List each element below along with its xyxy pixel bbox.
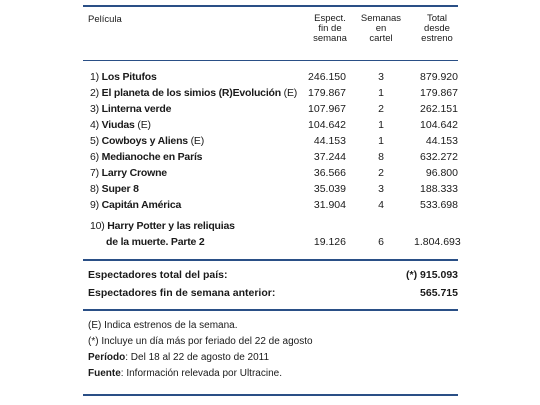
row-espect: 36.566 <box>313 167 346 179</box>
row-total: 262.151 <box>420 103 458 115</box>
row-title: Medianoche en París <box>101 151 203 163</box>
row-espect: 104.642 <box>308 119 346 131</box>
table-row <box>90 197 181 213</box>
row-semanas: 1 <box>378 135 384 147</box>
table-row <box>90 181 139 197</box>
row-total: 188.333 <box>420 183 458 195</box>
row-espect: 179.867 <box>308 87 346 99</box>
table-row <box>90 101 171 117</box>
table-row <box>90 69 157 85</box>
note-periodo <box>88 351 269 365</box>
row-number: 1) <box>90 71 99 83</box>
header-espect-line: semana <box>313 33 347 44</box>
row-title: Los Pitufos <box>101 71 157 83</box>
note-fuente <box>88 367 282 381</box>
totals-top-rule <box>83 259 458 261</box>
row-semanas: 3 <box>378 71 384 83</box>
header-semanas-line: Semanas <box>360 13 402 24</box>
row-title: Harry Potter y las reliquias <box>107 220 235 232</box>
header-total-line: Total <box>426 13 448 24</box>
note-fuente-text: : Información relevada por Ultracine. <box>120 368 282 379</box>
table-row-10-title1 <box>90 218 235 234</box>
row-number: 8) <box>90 183 99 195</box>
row-number: 3) <box>90 103 99 115</box>
total-pais-value: (*) 915.093 <box>406 269 458 281</box>
row-title: Capitán América <box>101 199 182 211</box>
row-espect: 35.039 <box>313 183 346 195</box>
table-row <box>90 133 204 149</box>
row-number: 2) <box>90 87 99 99</box>
row-estreno-mark: (E) <box>280 87 298 99</box>
total-pais-label: Espectadores total del país: <box>88 269 228 281</box>
header-total-line: desde <box>424 23 450 34</box>
row-estreno-mark: (E) <box>134 119 151 131</box>
note-periodo-text: : Del 18 al 22 de agosto de 2011 <box>125 352 270 363</box>
note-estrenos: (E) Indica estrenos de la semana. <box>88 320 238 331</box>
row-total: 632.272 <box>420 151 458 163</box>
bottom-rule <box>83 394 458 396</box>
row-title: Linterna verde <box>101 103 172 115</box>
row-semanas: 4 <box>378 199 384 211</box>
total-anterior-value: 565.715 <box>420 287 458 299</box>
row-number: 9) <box>90 199 99 211</box>
row-number: 7) <box>90 167 99 179</box>
row-title: Viudas <box>101 119 135 131</box>
table-row <box>90 85 297 101</box>
table-row-10-title2 <box>106 234 205 250</box>
table-row <box>90 165 167 181</box>
row-total: 96.800 <box>425 167 458 179</box>
row-semanas: 8 <box>378 151 384 163</box>
row-title: de la muerte. Parte 2 <box>106 236 205 248</box>
row-number: 6) <box>90 151 99 163</box>
row-estreno-mark: (E) <box>187 135 205 147</box>
row-total: 179.867 <box>420 87 458 99</box>
table-row <box>90 117 151 133</box>
row-espect: 19.126 <box>313 236 346 248</box>
notes-top-rule <box>83 309 458 311</box>
note-feriado: (*) Incluye un día más por feriado del 22 de agosto <box>88 336 313 347</box>
header-espect-line: fin de <box>318 23 342 34</box>
row-title: Larry Crowne <box>101 167 167 179</box>
row-title: El planeta de los simios (R)Evolución <box>101 87 281 99</box>
note-periodo-label: Período <box>88 352 126 363</box>
row-title: Super 8 <box>101 183 139 195</box>
total-anterior-label: Espectadores fin de semana anterior: <box>88 287 276 299</box>
top-rule <box>83 5 458 7</box>
table-row <box>90 149 202 165</box>
row-total: 879.920 <box>420 71 458 83</box>
note-fuente-label: Fuente <box>88 368 121 379</box>
header-semanas <box>354 14 408 44</box>
row-espect: 44.153 <box>313 135 346 147</box>
row-semanas: 3 <box>378 183 384 195</box>
header-total <box>414 14 460 44</box>
header-total-line: estreno <box>421 33 453 44</box>
row-semanas: 1 <box>378 119 384 131</box>
header-semanas-line: en <box>375 23 387 34</box>
row-espect: 37.244 <box>313 151 346 163</box>
row-semanas: 2 <box>378 167 384 179</box>
row-espect: 246.150 <box>308 71 346 83</box>
row-total: 1.804.693 <box>414 236 461 248</box>
row-total: 44.153 <box>425 135 458 147</box>
row-semanas: 1 <box>378 87 384 99</box>
header-espect <box>300 14 360 44</box>
header-film: Película <box>88 14 122 25</box>
row-espect: 31.904 <box>313 199 346 211</box>
row-semanas: 2 <box>378 103 384 115</box>
row-espect: 107.967 <box>308 103 346 115</box>
row-number: 10) <box>90 220 105 232</box>
header-espect-line: Espect. <box>314 13 346 24</box>
header-semanas-line: cartel <box>369 33 393 44</box>
row-semanas: 6 <box>378 236 384 248</box>
header-rule <box>83 60 458 61</box>
row-total: 104.642 <box>420 119 458 131</box>
row-total: 533.698 <box>420 199 458 211</box>
row-number: 4) <box>90 119 99 131</box>
row-title: Cowboys y Aliens <box>101 135 188 147</box>
row-number: 5) <box>90 135 99 147</box>
